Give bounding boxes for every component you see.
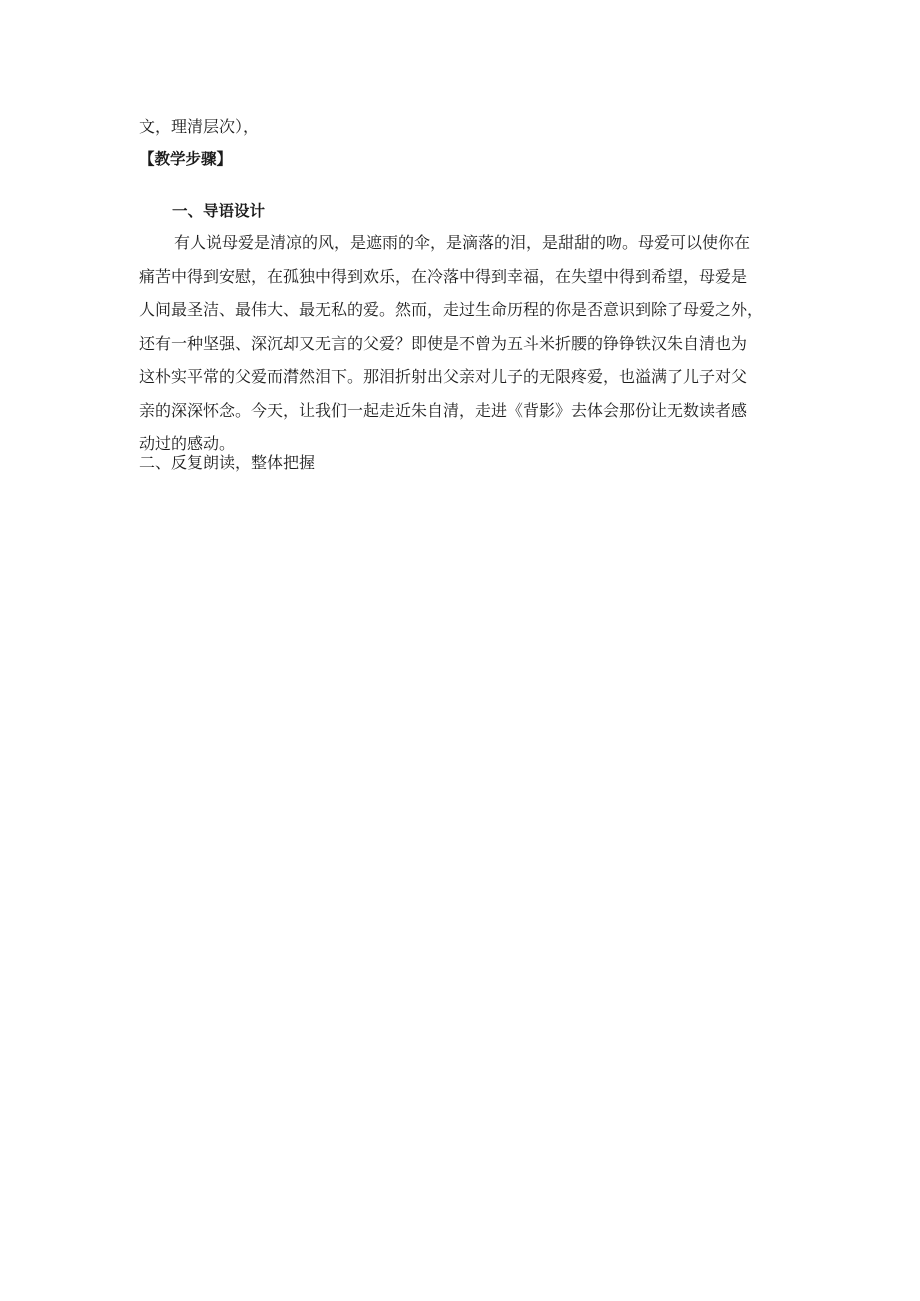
paragraph-line: 亲的深深怀念。今天，让我们一起走近朱自清，走进《背影》去体会那份让无数读者感 (139, 401, 748, 420)
paragraph-line: 二、反复朗读，整体把握 (139, 453, 316, 472)
section-heading: 【教学步骤】 (139, 150, 233, 168)
section-heading: 一、导语设计 (172, 202, 266, 220)
paragraph-line: 痛苦中得到安慰，在孤独中得到欢乐，在冷落中得到幸福，在失望中得到希望，母爱是 (139, 267, 748, 286)
paragraph-line: 这朴实平常的父爱而潸然泪下。那泪折射出父亲对儿子的无限疼爱，也溢满了儿子对父 (139, 367, 748, 386)
paragraph-line: 有人说母爱是清凉的风，是遮雨的伞，是滴落的泪，是甜甜的吻。母爱可以使你在 (174, 233, 751, 252)
paragraph-line: 人间最圣洁、最伟大、最无私的爱。然而，走过生命历程的你是否意识到除了母爱之外， (139, 300, 764, 319)
text-line: 文，理清层次）， (139, 117, 260, 136)
paragraph-line: 还有一种坚强、深沉却又无言的父爱？即使是不曾为五斗米折腰的铮铮铁汉朱自清也为 (139, 334, 748, 353)
paragraph-line: 动过的感动。 (139, 434, 236, 453)
